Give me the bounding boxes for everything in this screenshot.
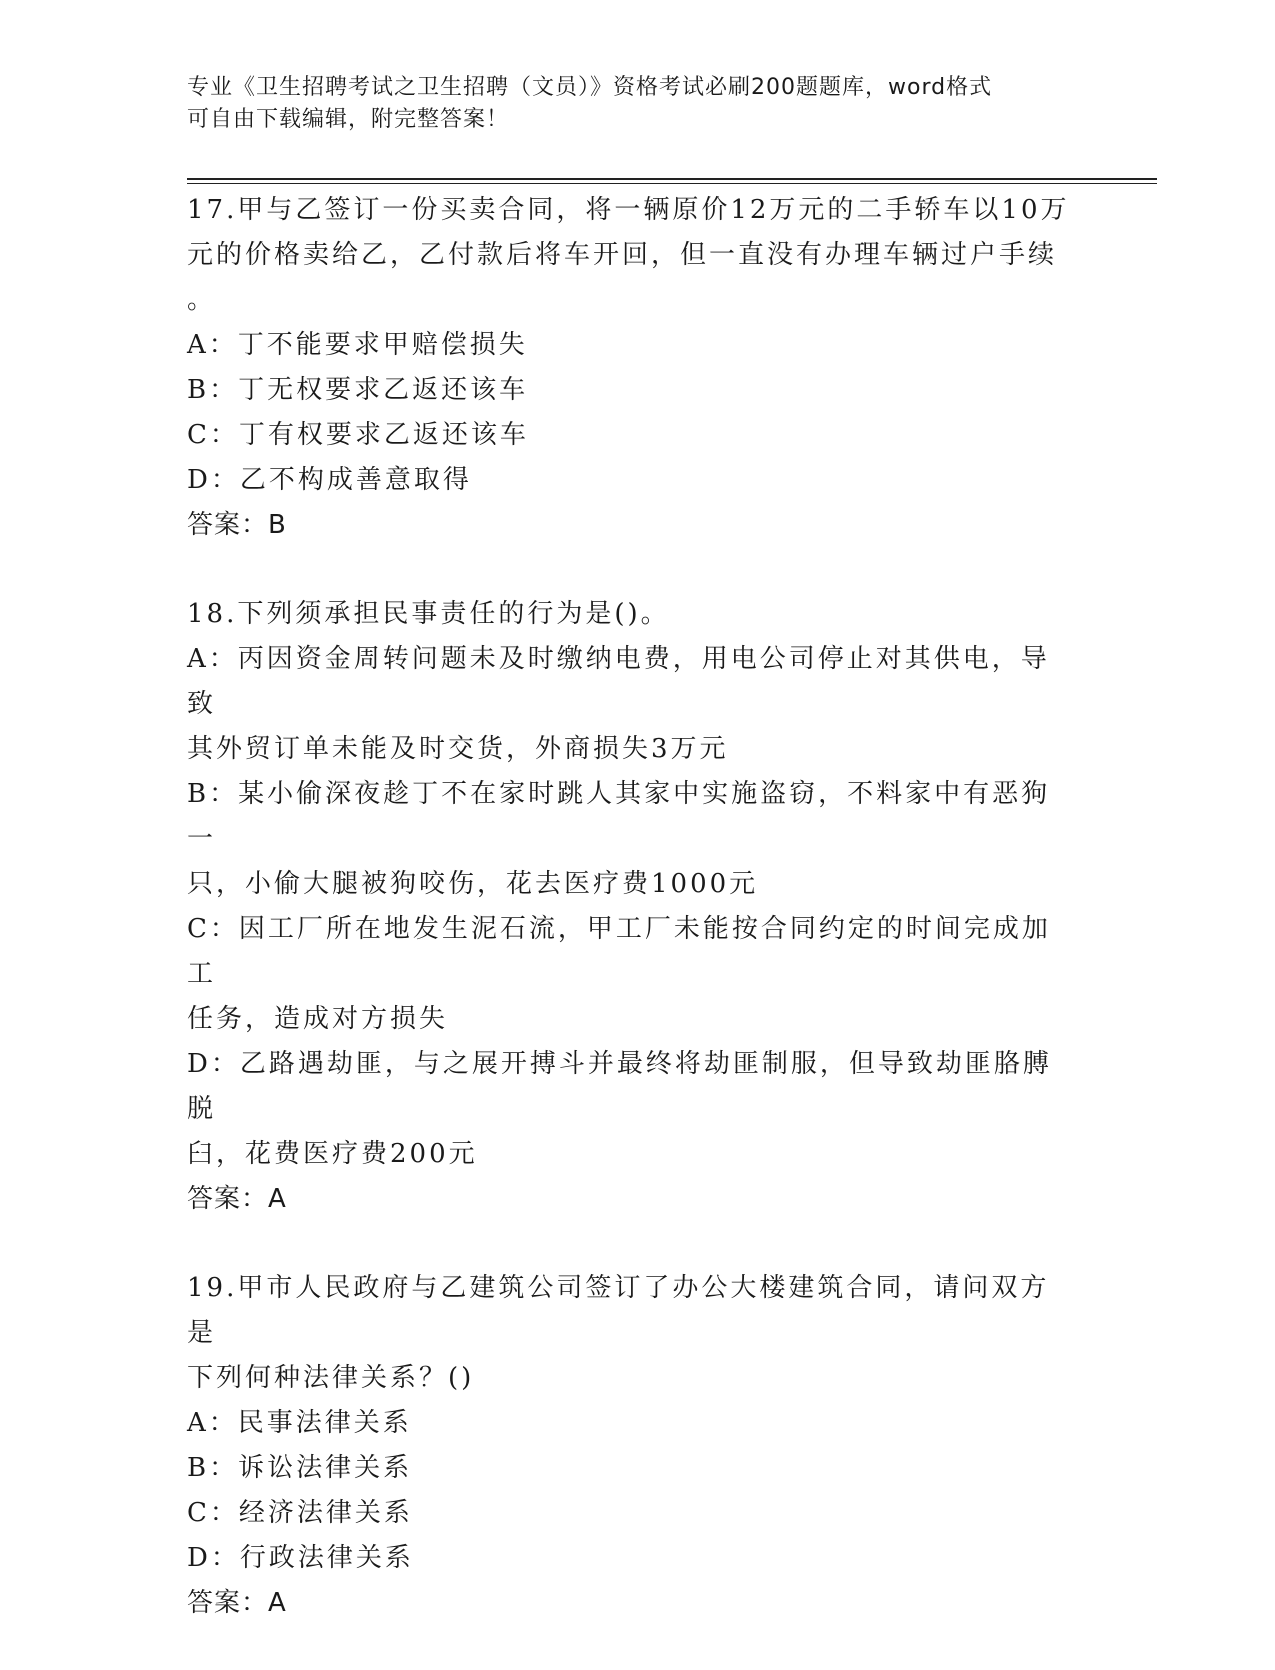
option-line: D：乙路遇劫匪，与之展开搏斗并最终将劫匪制服，但导致劫匪胳膊脱 xyxy=(187,1049,1052,1124)
option-c xyxy=(187,413,1077,458)
question-stem xyxy=(187,592,1077,637)
option-a xyxy=(187,637,1077,772)
answer-label: 答案：A xyxy=(187,1184,287,1214)
stem-line: 。 xyxy=(187,285,217,315)
option-line: A：民事法律关系 xyxy=(187,1408,412,1438)
header-line-1: 专业《卫生招聘考试之卫生招聘（文员）》资格考试必刷200题题库，word格式 xyxy=(187,75,993,100)
header-divider-thick xyxy=(187,178,1157,180)
question-18 xyxy=(187,592,1077,1222)
option-c xyxy=(187,1491,1077,1536)
option-line: B：诉讼法律关系 xyxy=(187,1453,413,1483)
answer-label: 答案：A xyxy=(187,1588,287,1618)
document-header xyxy=(187,72,1077,136)
option-b xyxy=(187,1446,1077,1491)
question-stem xyxy=(187,188,1077,323)
option-line: 任务，造成对方损失 xyxy=(187,1004,449,1034)
option-line: A：丁不能要求甲赔偿损失 xyxy=(187,330,528,360)
question-stem xyxy=(187,1266,1077,1401)
stem-line: 下列何种法律关系？() xyxy=(187,1363,475,1393)
option-line: C：经济法律关系 xyxy=(187,1498,413,1528)
header-line-2: 可自由下载编辑，附完整答案！ xyxy=(187,107,510,132)
option-b xyxy=(187,368,1077,413)
option-line: B：丁无权要求乙返还该车 xyxy=(187,375,529,405)
stem-line: 17.甲与乙签订一份买卖合同，将一辆原价12万元的二手轿车以10万 xyxy=(187,195,1070,225)
option-a xyxy=(187,323,1077,368)
option-line: A：丙因资金周转问题未及时缴纳电费，用电公司停止对其供电，导致 xyxy=(187,644,1050,719)
option-d xyxy=(187,458,1077,503)
option-d xyxy=(187,1042,1077,1177)
option-b xyxy=(187,772,1077,907)
stem-line: 19.甲市人民政府与乙建筑公司签订了办公大楼建筑合同，请问双方是 xyxy=(187,1273,1050,1348)
option-line: D：行政法律关系 xyxy=(187,1543,414,1573)
option-line: 只，小偷大腿被狗咬伤，花去医疗费1000元 xyxy=(187,869,759,899)
question-17 xyxy=(187,188,1077,548)
option-a xyxy=(187,1401,1077,1446)
stem-line: 元的价格卖给乙，乙付款后将车开回，但一直没有办理车辆过户手续 xyxy=(187,240,1058,270)
option-line: C：因工厂所在地发生泥石流，甲工厂未能按合同约定的时间完成加工 xyxy=(187,914,1051,989)
option-c xyxy=(187,907,1077,1042)
question-19 xyxy=(187,1266,1077,1626)
header-divider-thin xyxy=(187,183,1157,184)
option-d xyxy=(187,1536,1077,1581)
option-line: D：乙不构成善意取得 xyxy=(187,465,472,495)
option-line: 臼，花费医疗费200元 xyxy=(187,1139,478,1169)
answer-label: 答案：B xyxy=(187,510,287,540)
option-line: 其外贸订单未能及时交货，外商损失3万元 xyxy=(187,734,729,764)
question-list xyxy=(187,188,1077,1670)
option-line: C：丁有权要求乙返还该车 xyxy=(187,420,529,450)
option-line: B：某小偷深夜趁丁不在家时跳人其家中实施盗窃，不料家中有恶狗一 xyxy=(187,779,1051,854)
stem-line: 18.下列须承担民事责任的行为是()。 xyxy=(187,599,670,629)
